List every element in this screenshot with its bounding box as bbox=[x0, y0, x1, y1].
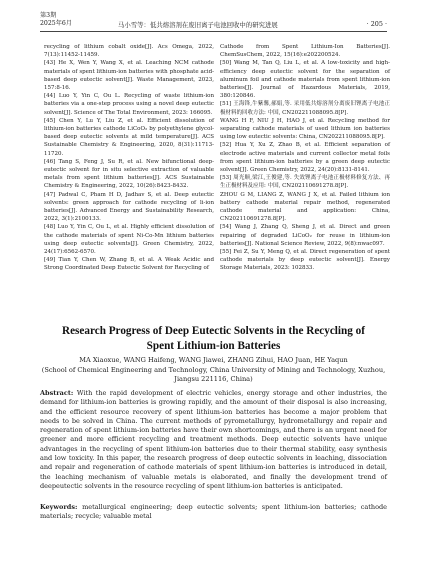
header-rule bbox=[40, 31, 387, 32]
reference-entry: [55] Fei Z, Su Y, Meng Q, et al. Direct regeneration of spent cathode materials by deep eutectic solvent[J]. Energy Storage Materials, 2023: 102833. bbox=[220, 249, 390, 272]
reference-entry: [48] Luo Y, Yin C, Ou L, et al. Highly efficient dissolution of the cathode materials of spent Ni-Co-Mn lithium batteries using deep eutectic solvents[J]. Green Chemistry, 2022, 24(17):6562-6570. bbox=[44, 224, 214, 256]
reference-entry: [54] Wang J, Zhang Q, Sheng J, et al. Direct and green repairing of degraded LiCoO₂ for reuse in lithium-ion batteries[J]. National Science Review, 2022, 9(8):nwac097. bbox=[220, 224, 390, 247]
reference-entry: [50] Wang M, Tan Q, Liu L, et al. A low-toxicity and high-efficiency deep eutectic solvent for the separation of aluminum foil and cathode materials from spent lithium-ion batteries[J]. Journal of Hazardous Materials, 2019, 380:120846. bbox=[220, 60, 390, 100]
running-title: 马小雪等：低共熔溶剂在废旧离子电池回收中的研究进展 bbox=[118, 21, 278, 29]
reference-entry: [52] Hua Y, Xu Z, Zhao B, et al. Efficient separation of electrode active materials and current collector metal foils from spent lithium-ion batteries by a green deep eutectic solvent[J]. Green Chemistry, 2022, 24(20):8131-8141. bbox=[220, 142, 390, 174]
reference-entry: [49] Tian Y, Chen W, Zhang B, et al. A Weak Acidic and Strong Coordinated Deep Eutectic Solvent for Recycling of bbox=[44, 257, 214, 272]
keywords-text: metallurgical engineering; deep eutectic solvents; spent lithium-ion batteries; cathode materials; recycle; valuable metal bbox=[40, 503, 387, 521]
abstract-label: Abstract: bbox=[40, 389, 77, 397]
reference-entry: [47] Padwal C, Pham H D, Jadhav S, et al. Deep eutectic solvents: green approach for cathode recycling of li-ion batteries[J]. Advanced Energy and Sustainability Research, 2022, 3(1):2100133. bbox=[44, 191, 214, 223]
reference-entry: [51] 王海锋,牛紫馨,郝娟,等. 采用低共熔溶剂分离废旧锂离子电池正极材料的回收方法: 中国, CN202211088095.8[P]. bbox=[220, 101, 390, 116]
keywords-label: Keywords: bbox=[40, 503, 83, 511]
abstract-text: With the rapid development of electric vehicles, energy storage and other industries, the demand for lithium-ion batteries is growing rapidly, and the amount of their disposal is also increasing, and the efficient resource recovery of spent lithium-ion batteries has become a major problem that needs to be solved in China. The current methods of pyrometallurgy, hydrometallurgy and repair and regeneration of spent lithium-ion batteries have their own shortcomings, and there is an urgent need for greener and more efficient recycling and treatment methods. Deep eutectic solvents have unique advantages in the recycling of spent lithium-ion batteries due to their thermal stability, easy synthesis and low toxicity. In this paper, the research progress of deep eutectic solvents in leaching, dissociation and repair and regeneration of cathode materials of spent lithium-ion batteries is introduced in detail, the leaching mechanism of valuable metals is elaborated, and finally the development trend of deepeutectic solvents in the resource recycling of spent lithium-ion batteries is anticipated. bbox=[40, 389, 388, 490]
author-list: MA Xiaoxue, WANG Haifeng, WANG Jiawei, ZHANG Zihui, HAO Juan, HE Yaqun bbox=[79, 356, 348, 364]
journal-issue-info bbox=[40, 12, 72, 28]
reference-entry: Cathode from Spent Lithium-Ion Batteries[J]. ChemSusChem, 2022, 15(16):e202200524. bbox=[220, 44, 390, 59]
reference-entry: [46] Tang S, Feng J, Su R, et al. New bifunctional deep-eutectic solvent for in situ selective extraction of valuable metals from spent lithium batteries[J]. ACS Sustainable Chemistry & Engineering, 2022, 10(26):8423-8432. bbox=[44, 158, 214, 190]
reference-entry: [45] Chen Y, Lu Y, Liu Z, et al. Efficient dissolution of lithium-ion batteries cathode LiCoO₂ by polyethylene glycol-based deep eutectic solvents at mild temperature[J]. ACS Sustainable Chemistry & Engineering, 2020, 8(31):11713-11720. bbox=[44, 117, 214, 157]
article-title-english: Research Progress of Deep Eutectic Solvents in the Recycling of Spent Lithium-ion Batteries bbox=[62, 325, 365, 352]
abstract-paragraph bbox=[40, 389, 387, 491]
reference-entry: ZHOU G M, LIANG Z, WANG J X, et al. Failed lithium ion battery cathode material repair method, regenerated cathode material and application: China, CN202110691278.8[P]. bbox=[220, 191, 390, 223]
reference-entry: [44] Luo Y, Yin C, Ou L. Recycling of waste lithium-ion batteries via a one-step process using a novel deep eutectic solvent[J]. Science of The Total Environment, 2023: 166095. bbox=[44, 93, 214, 116]
references-right-column bbox=[220, 43, 390, 273]
references-left-column bbox=[44, 43, 214, 273]
reference-entry: WANG H F, NIU J H, HAO J, et al. Recycling method for separating cathode materials of used lithium ion batteries using low eutectic solvents: China, CN202211088095.8[P]. bbox=[220, 117, 390, 141]
reference-entry: [43] He X, Wen Y, Wang X, et al. Leaching NCM cathode materials of spent lithium-ion batteries with phosphate acid-based deep eutectic solvent[J]. Waste Management, 2023, 157:8-16. bbox=[44, 60, 214, 92]
volume-label: 第3期 bbox=[40, 12, 57, 19]
reference-entry: [53] 周光顺,梁江,王俊建,等. 失效锂离子电池正极材料修复方法、再生正极材料及应用: 中国, CN202110691278.8[P]. bbox=[220, 175, 390, 190]
keywords-paragraph bbox=[40, 503, 387, 522]
page-number: · 205 · bbox=[366, 20, 387, 28]
author-affiliation: (School of Chemical Engineering and Technology, China University of Mining and Technology, Xuzhou, Jiangsu 221116, China) bbox=[41, 366, 386, 383]
reference-entry: recycling of lithium cobalt oxide[J]. Acs Omega, 2022, 7(13):11452-11459. bbox=[44, 44, 214, 59]
issue-date: 2025年6月 bbox=[40, 20, 73, 27]
